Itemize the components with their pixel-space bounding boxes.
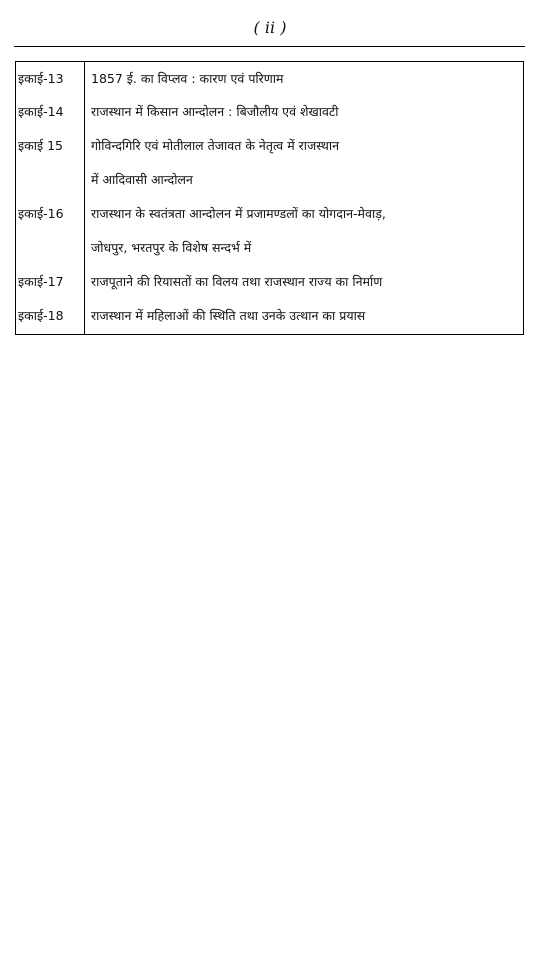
unit-title-line: जोधपुर, भरतपुर के विशेष सन्दर्भ में [91,240,252,255]
unit-title-line: में आदिवासी आन्दोलन [91,172,193,187]
unit-title [91,197,516,265]
unit-title-line: राजस्थान में किसान आन्दोलन : बिजौलीय एवं शेखावटी [91,104,339,119]
page-number: ( ii ) [253,18,287,37]
unit-title [91,299,516,333]
header-divider [14,46,525,47]
unit-title [91,265,516,299]
unit-title [91,62,516,96]
unit-title-line: गोविन्दगिरि एवं मोतीलाल तेजावत के नेतृत्व में राजस्थान [91,138,340,153]
unit-number: इकाई-17 [18,274,64,289]
contents-table [15,61,524,335]
unit-number: इकाई-13 [18,71,64,86]
unit-title [91,95,516,129]
unit-number: इकाई-14 [18,104,64,119]
unit-number: इकाई 15 [18,138,63,153]
unit-number: इकाई-16 [18,206,64,221]
unit-number: इकाई-18 [18,308,64,323]
unit-title [91,129,516,197]
unit-title-line: राजस्थान के स्वतंत्रता आन्दोलन में प्रजामण्डलों का योगदान-मेवाड़, [91,206,386,221]
unit-title-line: 1857 ई. का विप्लव : कारण एवं परिणाम [91,71,284,86]
unit-title-line: राजपूताने की रियासतों का विलय तथा राजस्थान राज्य का निर्माण [91,274,383,289]
unit-title-line: राजस्थान में महिलाओं की स्थिति तथा उनके उत्थान का प्रयास [91,308,366,323]
column-divider [84,62,85,334]
